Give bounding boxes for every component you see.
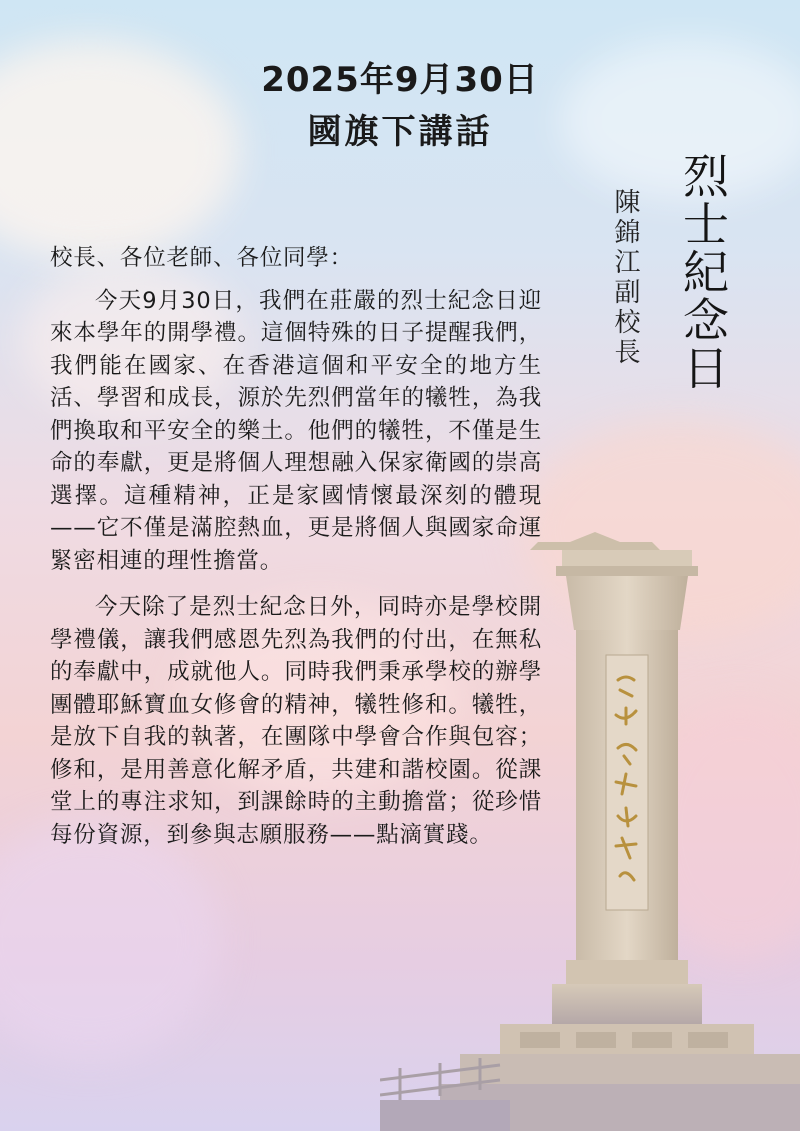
speaker-name-vertical: 陳錦江副校長 xyxy=(610,188,640,368)
speech-paragraph: 今天9月30日，我們在莊嚴的烈士紀念日迎來本學年的開學禮。這個特殊的日子提醒我們，我們能在國家、在香港這個和平安全的地方生活、學習和成長，源於先烈們當年的犧牲，為我們換取和平安全的樂土。他們的犧牲，不僅是生命的奉獻，更是將個人理想融入保家衛國的崇高選擇。這種精神，正是家國情懷最深刻的體現——它不僅是滿腔熱血，更是將個人與國家命運緊密相連的理性擔當。 xyxy=(50,287,542,574)
page-title: 國旗下講話 xyxy=(307,112,493,152)
occasion-title-vertical: 烈士紀念日 xyxy=(676,152,730,392)
speech-paragraph: 今天除了是烈士紀念日外，同時亦是學校開學禮儀，讓我們感恩先烈為我們的付出，在無私的奉獻中，成就他人。同時我們秉承學校的辦學團體耶穌寶血女修會的精神，犧牲修和。犧牲，是放下自我的執著，在團隊中學會合作與包容；修和，是用善意化解矛盾，共建和諧校園。從課堂上的專注求知，到課餘時的主動擔當；從珍惜每份資源，到參與志願服務——點滴實踐。 xyxy=(50,594,542,848)
speech-date: 2025年9月30日 xyxy=(261,60,539,100)
speech-greeting: 校長、各位老師、各位同學： xyxy=(50,245,353,271)
speech-body xyxy=(50,242,542,865)
